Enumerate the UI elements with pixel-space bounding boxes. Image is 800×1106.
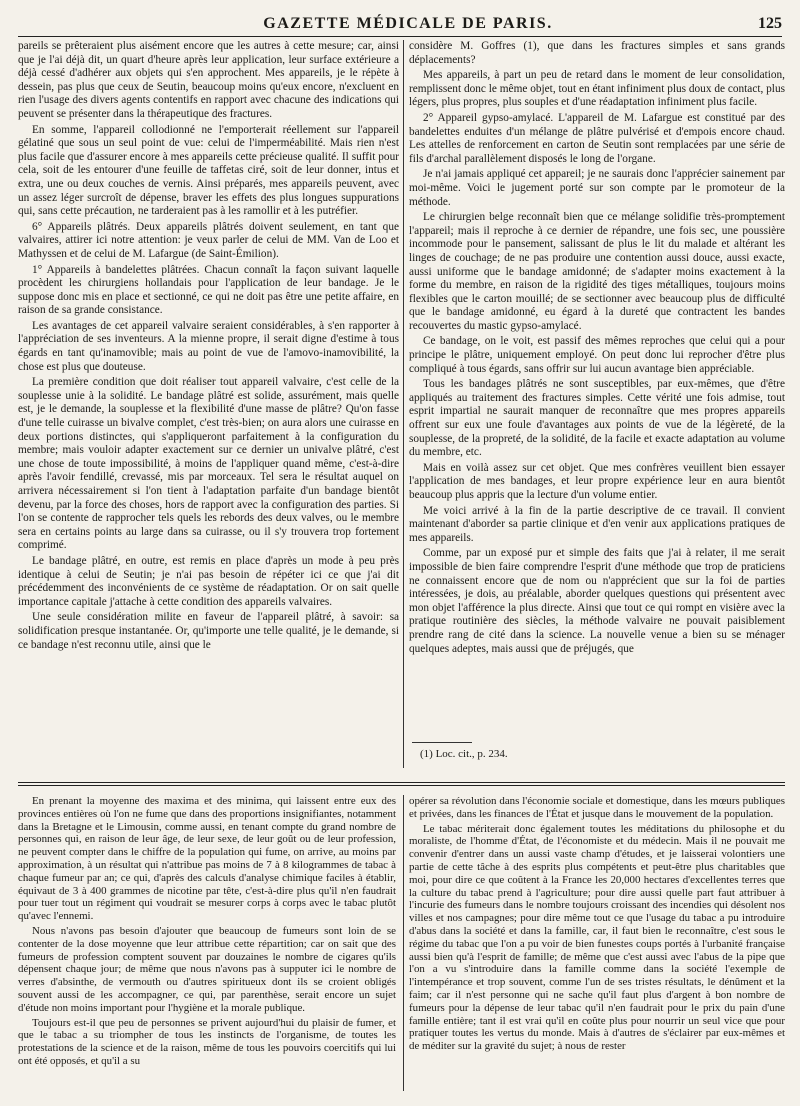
column-divider-top <box>403 40 404 768</box>
paragraph: La première condition que doit réaliser tout appareil valvaire, c'est celle de la souplesse unie à la solidité. Le bandage plâtré est solide, assurément, mais quelle est, je le demande, la souplesse et la flexibilité d'une masse de plâtre? Qu'on fasse d'une telle cuirasse un bivalve complet, c'est très-bien; on aura alors une cuirasse en deux portions distinctes, qui s'appliqueront parfaitement à la configuration du membre; mais vouloir adapter exactement sur ce dernier un univalve plâtré, c'est une chose de toute impossibilité, à moins de l'appliquer quand même, c'est-à-dire après l'avoir fendillé, crevassé, mis par morceaux. Tel sera le résultat auquel on arrivera nécessairement si l'on tient à l'adaptation parfaite d'un bandage bientôt devenu, par la force des choses, hors de rapport avec la configuration des parties. Si l'on se contente de rapprocher tels quels les rebords des deux valves, ou le membre sera en certains points au large dans sa cuirasse, ou il s'y trouvera trop fortement comprimé. <box>18 376 399 552</box>
page-header <box>18 14 782 37</box>
paragraph: Comme, par un exposé pur et simple des faits que j'ai à relater, il me serait impossible de bien faire comprendre l'esprit d'une méthode que trop de praticiens ne connaissent encore que de nom ou n'apprécient que sur la foi de parties intéressées, je dois, au préalable, aborder quelques questions qui présentent avec mon objet l'afférence la plus directe. Ainsi que tout ce qui rompt en visière avec la pratique routinière des siècles, la méthode valvaire ne pouvait paisiblement prendre rang de cité dans la science. La nouvelle venue a bien su se ménager quelques adeptes, mais aussi que de préjugés, que <box>409 547 785 655</box>
paragraph: Les avantages de cet appareil valvaire seraient considérables, à s'en rapporter à l'appréciation de ses inventeurs. A la mienne propre, il serait digne d'estime à tous égards en tant qu'inamovible; mais au point de vue de l'amovo-inamovibilité, la chose est plus que douteuse. <box>18 319 399 373</box>
page-number: 125 <box>757 15 782 32</box>
article-column-left <box>18 40 399 765</box>
paragraph: Mes appareils, à part un peu de retard dans le moment de leur consolidation, remplissent donc le même objet, tout en étant infiniment plus doux de contact, plus légers, plus propres, plus souples et d'une réadaptation infiniment plus facile. <box>409 69 785 109</box>
paragraph: Tous les bandages plâtrés ne sont susceptibles, par eux-mêmes, que d'être appliqués au traitement des fractures simples. Cette vérité une fois admise, tout esprit impartial ne saurait manquer de reconnaître que mes propres appareils offrent sur eux une foule d'avantages aux points de vue de la légèreté, de la souplesse, de la propreté, de la solidité, de la facile et exacte adaptation au volume du membre, etc. <box>409 378 785 459</box>
paragraph: 2° Appareil gypso-amylacé. L'appareil de M. Lafargue est constitué par des bandelettes enduites d'un mélange de plâtre pulvérisé et d'empois encore chaud. Les attelles de renforcement en carton de Seutin sont remplacées par une série de fils d'archal parallèlement disposés le long de l'organe. <box>409 111 785 165</box>
footnote: (1) Loc. cit., p. 234. <box>420 748 508 760</box>
feuilleton-column-right <box>409 795 785 1095</box>
paragraph: opérer sa révolution dans l'économie sociale et domestique, dans les mœurs publiques et privées, dans les finances de l'État et jusque dans le mouvement de la population. <box>409 795 785 820</box>
paragraph: Une seule considération milite en faveur de l'appareil plâtré, à savoir: sa solidification presque instantanée. Or, qu'importe une telle qualité, je le demande, si ce bandage n'est reconnu utile, ainsi que le <box>18 611 399 651</box>
paragraph: Le chirurgien belge reconnaît bien que ce mélange solidifie très-promptement l'appareil; mais il reproche à ce dernier de répandre, une fois sec, une poussière incommode pour le pansement, salissant de plus le lit du malade et altérant les linges de couchage; de ne pas produire une contention aussi douce, aussi exacte, aussi uniforme que le bandage amidonné; de s'adapter moins exactement à la forme du membre, en raison de la rigidité des tiges métalliques, toujours moins flexibles que le carton mouillé; de se sectionner avec beaucoup plus de difficulté que le bandage amidonné, eu égard à la dureté que contractent les bandes recouvertes du mastic gypso-amylacé. <box>409 211 785 332</box>
paragraph: Je n'ai jamais appliqué cet appareil; je ne saurais donc l'apprécier sainement par moi-même. Voici le jugement porté sur son compte par le promoteur de la méthode. <box>409 168 785 208</box>
paragraph: Mais en voilà assez sur cet objet. Que mes confrères veuillent bien essayer l'application de mes bandages, et leur propre expérience leur en aura bientôt beaucoup plus appris que la lecture d'un volume entier. <box>409 461 785 501</box>
paragraph: En somme, l'appareil collodionné ne l'emporterait réellement sur l'appareil gélatiné que sous un seul point de vue: celui de l'imperméabilité. Mais rien n'est plus facile que d'assurer encore à mes appareils cette précieuse qualité. Il suffit pour cela, soit de les entourer d'une feuille de taffetas ciré, soit de leur donner, intus et extra, une ou deux couches de vernis. Ainsi préparés, mes appareils peuvent, avec un assez léger surcroît de dépense, braver les effets des plus longues suppurations qui, sans cette précaution, ne tarderaient pas à les ramollir et à les putréfier. <box>18 123 399 218</box>
paragraph: Le bandage plâtré, en outre, est remis en place d'après un mode à peu près identique à celui de Seutin; je n'ai pas besoin de répéter ici ce que j'ai dit précédemment des inconvénients de ce système de réadaptation. Or on sait quelle importance capitale j'attache à cette condition des appareils valvaires. <box>18 554 399 608</box>
paragraph: Nous n'avons pas besoin d'ajouter que beaucoup de fumeurs sont loin de se contenter de la dose moyenne que leur attribue cette répartition; car on sait que des fumeurs de profession comptent souvent par douzaines le nombre de cigares qu'ils dépensent chaque jour; de même que nous n'avons pas à supputer ici le nombre de verres d'absinthe, de vermouth ou d'autres spiritueux dont ils se croient obligés souvent aussi de les accompagner, ce qui, par parenthèse, serait encore un sujet d'étude non moins important pour l'hygiène et la morale publique. <box>18 924 396 1014</box>
column-divider-bottom <box>403 795 404 1091</box>
paragraph: considère M. Goffres (1), que dans les fractures simples et sans grands déplacements? <box>409 40 785 66</box>
footnote-rule <box>412 742 472 743</box>
feuilleton-divider <box>18 782 785 786</box>
paragraph: Me voici arrivé à la fin de la partie descriptive de ce travail. Il convient maintenant d'aborder sa partie clinique et d'en venir aux applications pratiques de mes appareils. <box>409 504 785 544</box>
paragraph: Ce bandage, on le voit, est passif des mêmes reproches que celui qui a pour principe le plâtre, uniquement employé. On peut donc lui reprocher d'être plus compliqué à tous égards, sans offrir sur lui aucun avantage bien appréciable. <box>409 335 785 375</box>
paragraph: Le tabac mériterait donc également toutes les méditations du philosophe et du moraliste, de l'homme d'État, de l'économiste et du médecin. Mais il ne pouvait me convenir d'entrer dans un aussi vaste champ d'études, et je laisserai volontiers une partie de cette tâche à des esprits plus compétents et peut-être plus charitables que moi, pour dire ce que coûtent à la France les 20,000 hectares d'excellentes terres que la culture du tabac prend à l'agriculture; pour dire aussi quelle part faut attribuer à l'incurie des fumeurs dans le nombre toujours croissant des incendies qui désolent nos villes et nos campagnes; pour dire même tout ce que l'usage du tabac a pu introduire d'abus dans la société et dans la famille, car, il faut bien le reconnaître, c'est sous le régime du tabac que l'on a pu voir de bien funestes coups portés à l'urbanité française aussi bien qu'à l'esprit de famille; de même que c'est aussi avec l'abus de la pipe que l'on a vu s'introduire dans la famille comme dans la société l'exemple de l'intempérance et trop souvent, comme l'un de ses tristes résultats, le dénûment et la faim; car il n'est personne qui ne sache qu'il faut plus d'argent à bon nombre de fumeurs pour la dépense de leur tabac qu'il n'en faudrait pour le prix du pain d'une famille entière; tant il est vrai qu'il en coûte plus pour nourrir un seul vice que pour pratiquer toutes les vertus du monde. Mais à d'autres de s'éclairer par eux-mêmes et de méditer sur la gravité du sujet; à nous de rester <box>409 822 785 1053</box>
paragraph: En prenant la moyenne des maxima et des minima, qui laissent entre eux des provinces entières où l'on ne fume que dans des proportions insignifiantes, notamment dans la Bretagne et le Limousin, comme aussi, en tenant compte du grand nombre de personnes qui, en raison de leur âge, de leur sexe, de leur goût ou de leur profession, ne peuvent compter dans le chiffre de la population qui fume, on arrive, au moins par approximation, à un résultat qui n'attribue pas moins de 7 à 8 kilogrammes de tabac à chaque fumeur par an; ce qui, d'après des calculs d'analyse chimique faciles à établir, équivaut de 3 à 400 grammes de nicotine par tête, c'est-à-dire plus qu'il n'en faudrait pour tuer tout un régiment qui voudrait se mesurer corps à corps avec le tabac plutôt qu'avec l'ennemi. <box>18 795 396 923</box>
article-column-right <box>409 40 785 726</box>
feuilleton-column-left <box>18 795 396 1095</box>
paragraph: 1° Appareils à bandelettes plâtrées. Chacun connaît la façon suivant laquelle procèdent les chirurgiens hollandais pour l'application de leur bandage. Je le suppose donc mis en place et sectionné, ce qui ne doit pas être une petite affaire, en raison de sa grande consistance. <box>18 263 399 317</box>
paragraph: pareils se prêteraient plus aisément encore que les autres à cette mesure; car, ainsi que je l'ai déjà dit, un quart d'heure après leur application, leur surface extérieure a déjà cessé d'adhérer aux objets qui s'en approchent. Mes appareils, je le répète à dessein, pas plus que ceux de Seutin, beaucoup moins qu'eux encore, n'excluent en rien l'usage des divers agents contentifs en rapport avec chacune des indications qui peuvent se présenter dans la thérapeutique des fractures. <box>18 40 399 120</box>
paragraph: 6° Appareils plâtrés. Deux appareils plâtrés doivent seulement, en tant que valvaires, attirer ici notre attention: je veux parler de celui de MM. Van de Loo et Mathyssen et de celui de M. Lafargue (de Saint-Émilion). <box>18 220 399 260</box>
paragraph: Toujours est-il que peu de personnes se privent aujourd'hui du plaisir de fumer, et que le tabac a su triompher de tous les instincts de l'organisme, de toutes les protestations de la science et de la raison, même de tous les pouvoirs coercitifs qui lui ont été opposés, et qu'il a su <box>18 1016 396 1067</box>
journal-title: GAZETTE MÉDICALE DE PARIS. <box>263 15 553 32</box>
